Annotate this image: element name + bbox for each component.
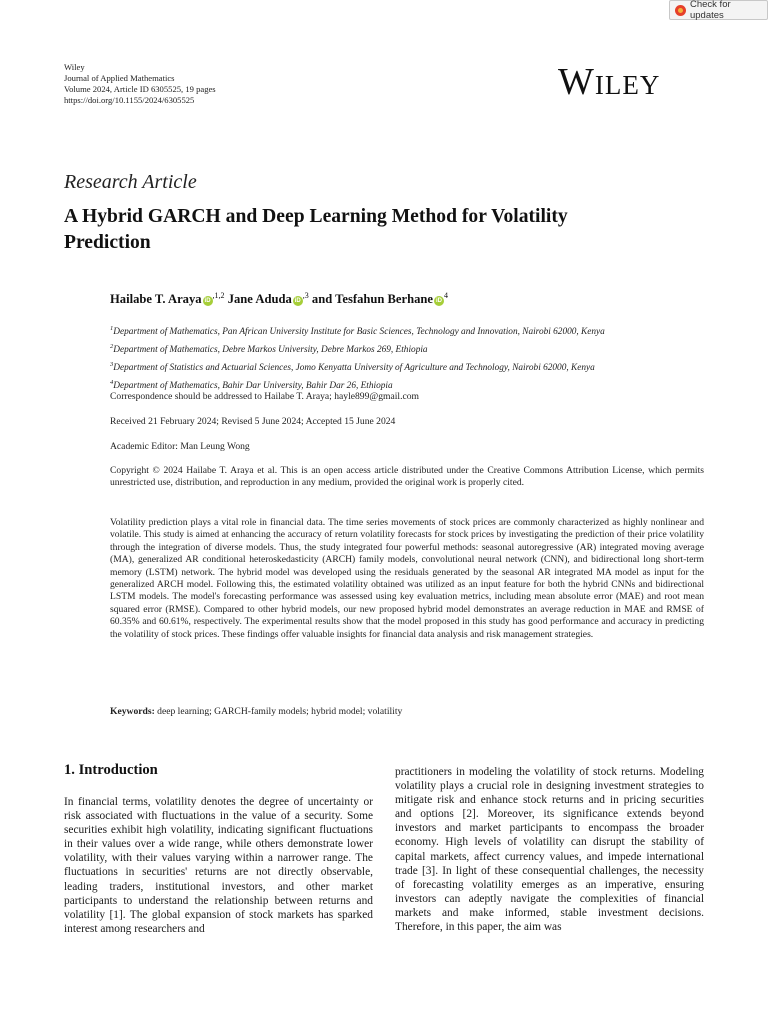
affiliation-text: Department of Statistics and Actuarial Sciences, Jomo Kenyatta University of Agriculture and Technology, Nairobi 62000, Kenya <box>113 362 595 373</box>
affiliation-text: Department of Mathematics, Pan African University Institute for Basic Sciences, Technology and Innovation, Nairobi 62000, Kenya <box>113 327 605 338</box>
author-name[interactable]: Tesfahun Berhane <box>335 292 433 307</box>
article-type: Research Article <box>64 171 197 193</box>
affiliation-item <box>110 358 605 376</box>
intro-column-right: practitioners in modeling the volatility of stock returns. Modeling volatility plays a crucial role in designing investment strategies to mitigate risk and enhance stock returns and in pricing securities and options [2]. Moreover, its significance extends beyond investors and market participants to encompass the broader economy. High levels of volatility can disrupt the stability of capital markets, affect currency values, and impede international trade [3]. In light of these consequential challenges, the necessity of forecasting volatility emerges as an imperative, ensuring investors can adeptly navigate the complexities of financial markets and make informed, stable investment decisions. Therefore, in this paper, the aim was <box>395 766 704 934</box>
orcid-icon[interactable]: iD <box>436 298 442 305</box>
affiliation-text: Department of Mathematics, Bahir Dar University, Bahir Dar 26, Ethiopia <box>113 380 393 391</box>
keywords-text: deep learning; GARCH-family models; hybrid model; volatility <box>157 706 403 717</box>
keywords-label: Keywords: <box>110 706 155 717</box>
academic-editor: Academic Editor: Man Leung Wong <box>110 441 250 452</box>
wiley-logo: Wiley <box>558 61 661 103</box>
author-affiliation-marks: ,3 <box>302 291 309 300</box>
affiliation-number: 3 <box>110 360 114 368</box>
doi-link[interactable]: https://doi.org/10.1155/2024/6305525 <box>64 95 195 105</box>
history-dates: Received 21 February 2024; Revised 5 June 2024; Accepted 15 June 2024 <box>110 416 396 427</box>
author-list <box>110 291 448 307</box>
intro-column-left: In financial terms, volatility denotes the degree of uncertainty or risk associated with fluctuations in the value of a security. Some securities exhibit high volatility, indicating significant fluctuations in their values over a wide range, while others demonstrate lower volatility, with their values varying within a narrower range. The fluctuations in securities' returns are not directly observable, leading traders, institutional investors, and other market participants to understand the relationship between returns and volatility [1]. The global expansion of stock markets has sparked interest among researchers and <box>64 796 373 935</box>
section-heading: 1. Introduction <box>64 762 158 778</box>
affiliation-number: 2 <box>110 342 114 350</box>
affiliation-number: 4 <box>110 378 114 386</box>
check-for-updates-button[interactable] <box>669 0 768 20</box>
journal-meta <box>64 62 216 106</box>
paper-title: A Hybrid GARCH and Deep Learning Method for Volatility Prediction <box>64 206 568 253</box>
orcid-icon[interactable]: iD <box>204 298 211 305</box>
orcid-icon[interactable]: iD <box>294 298 301 305</box>
author-affiliation-marks: ,1,2 <box>212 291 225 300</box>
author-name[interactable]: Jane Aduda <box>227 292 292 307</box>
keywords <box>110 706 402 717</box>
affiliation-item <box>110 340 605 358</box>
correspondence-note: Correspondence should be addressed to Hailabe T. Araya; hayle899@gmail.com <box>110 391 419 402</box>
author-name[interactable]: Hailabe T. Araya <box>110 292 202 307</box>
copyright-notice: Copyright © 2024 Hailabe T. Araya et al. This is an open access article distributed under the Creative Commons Attribution License, which permits unrestricted use, distribution, and reproduction in any medium, provided the original work is properly cited. <box>110 465 704 489</box>
affiliation-text: Department of Mathematics, Debre Markos University, Debre Markos 269, Ethiopia <box>113 344 428 355</box>
affiliation-item <box>110 322 605 340</box>
author-conjunction: and <box>311 292 336 307</box>
affiliation-number: 1 <box>110 325 114 332</box>
abstract: Volatility prediction plays a vital role in financial data. The time series movements of stock prices are commonly characterized as highly nonlinear and volatile. This study is aimed at enhancing the accuracy of return volatility forecasts for stock prices by investigating the prediction of their price volatility through the integration of diverse models. Thus, the study integrated four powerful methods: seasonal autoregressive (AR) integrated moving average (MA), generalized AR conditional heteroskedasticity (ARCH) family models, convolutional neural network (CNN), and bidirectional long short-term memory (LSTM) network. The hybrid model was developed using the residuals generated by the seasonal AR integrated MA model as input for the generalized ARCH model. Following this, the estimated volatility obtained was utilized as an input feature for both the hybrid CNNs and bidirectional LSTM models. The model's forecasting performance was assessed using key evaluation metrics, including mean absolute error (MAE) and root mean squared error (RMSE). Compared to other hybrid models, our new proposed hybrid model demonstrates an average reduction in MAE and RMSE of 60.35% and 60.61%, respectively. The experimental results show that the model proposed in this study has good performance and accuracy in predicting the volatility of stock prices. These findings offer valuable insights for financial data analysis and risk management strategies. <box>110 517 704 640</box>
publisher-name: Wiley <box>64 62 85 72</box>
volume-info: Volume 2024, Article ID 6305525, 19 pages <box>64 84 216 94</box>
journal-name: Journal of Applied Mathematics <box>64 73 175 83</box>
author-affiliation-marks: 4 <box>444 291 448 300</box>
crossmark-icon <box>675 5 686 16</box>
check-for-updates-label: Check for updates <box>689 0 731 21</box>
affiliations <box>110 322 605 394</box>
